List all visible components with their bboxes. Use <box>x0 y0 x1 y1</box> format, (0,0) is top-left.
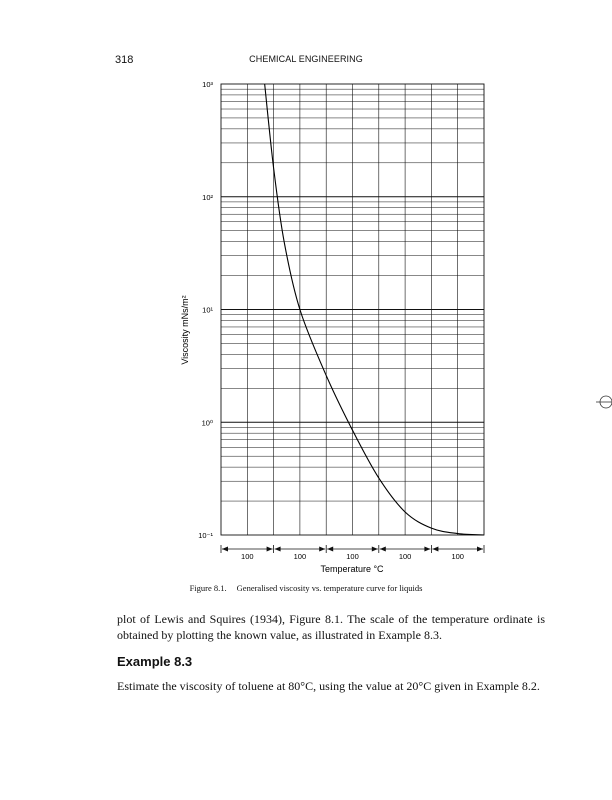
y-tick-labels <box>198 80 213 540</box>
x-interval-arrowhead-right <box>372 547 378 552</box>
chart-grid <box>221 84 484 535</box>
y-tick-label: 10¹ <box>202 305 213 315</box>
example-heading: Example 8.3 <box>117 654 193 669</box>
x-interval-arrowhead-left <box>275 547 281 552</box>
x-interval-arrowhead-right <box>319 547 325 552</box>
x-interval-label: 100 <box>398 552 412 561</box>
paragraph-2: Estimate the viscosity of toluene at 80°C, using the value at 20°C given in Example 8.2. <box>117 679 540 693</box>
y-tick-label: 10² <box>202 192 213 202</box>
figure-label: Figure 8.1. <box>189 583 227 593</box>
paragraph-1: plot of Lewis and Squires (1934), Figure 8.1. The scale of the temperature ordinate is obtained by plotting the known value, as illustrated in Example 8.3. <box>117 612 545 642</box>
y-tick-label: 10³ <box>202 80 213 89</box>
x-axis-label: Temperature °C <box>320 564 384 574</box>
x-interval-arrowhead-right <box>267 547 273 552</box>
page-number: 318 <box>115 54 134 66</box>
x-interval-arrowhead-left <box>432 547 438 552</box>
x-interval-label: 100 <box>241 552 254 561</box>
y-tick-label: 10⁻¹ <box>198 531 213 540</box>
y-axis-label: Viscosity mNs/m² <box>180 295 190 365</box>
x-interval-arrowhead-right <box>477 547 483 552</box>
x-interval-arrowhead-left <box>222 547 228 552</box>
figure-caption-text: Generalised viscosity vs. temperature curve for liquids <box>236 583 423 593</box>
x-interval-label: 100 <box>451 552 464 561</box>
x-interval-label: 100 <box>346 552 359 561</box>
x-interval-arrowhead-left <box>327 547 333 552</box>
figure-caption <box>0 583 612 593</box>
x-interval-markers <box>221 545 484 561</box>
running-head: CHEMICAL ENGINEERING <box>249 54 363 64</box>
x-interval-arrowhead-left <box>380 547 386 552</box>
x-interval-arrowhead-right <box>424 547 430 552</box>
y-tick-label: 10⁰ <box>201 418 213 428</box>
x-interval-label: 100 <box>293 552 307 561</box>
